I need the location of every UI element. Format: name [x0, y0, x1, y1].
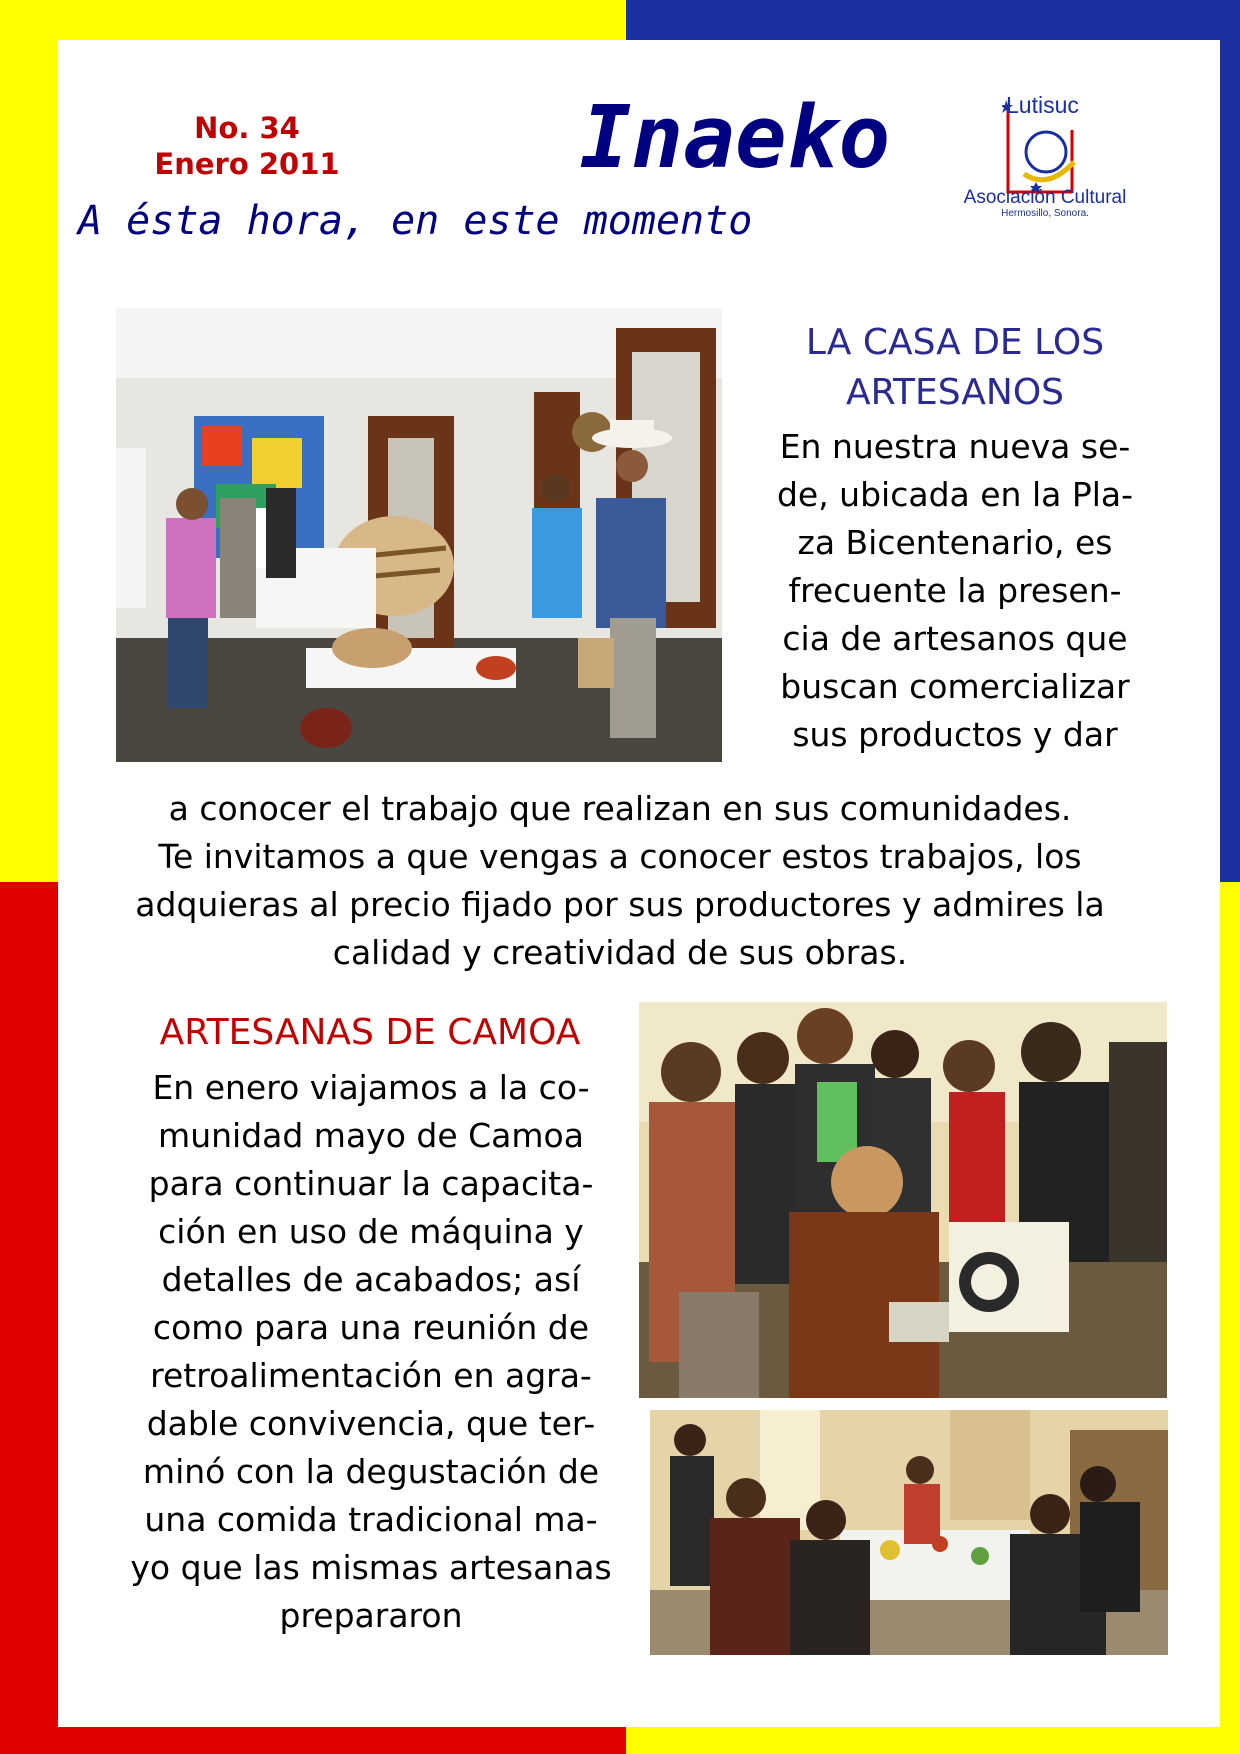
body-line: calidad y creatividad de sus obras.	[332, 933, 908, 972]
logo-name: Asociación Cultural	[963, 187, 1127, 208]
issue-info	[150, 110, 344, 182]
logo-place: Hermosillo, Sonora.	[1001, 208, 1089, 219]
body-line: buscan comercializar	[780, 667, 1130, 706]
body-line: retroalimentación en agra-	[150, 1356, 592, 1395]
photo-comida-tradicional	[650, 1410, 1168, 1655]
body-line: sus productos y dar	[792, 715, 1118, 754]
heading-line: LA CASA DE LOS	[805, 322, 1105, 363]
lutisuc-logo	[960, 84, 1130, 224]
issue-date: Enero 2011	[154, 147, 340, 181]
body-line: yo que las mismas artesanas	[130, 1548, 612, 1587]
body-line: munidad mayo de Camoa	[158, 1116, 584, 1155]
body-line: a conocer el trabajo que realizan en sus comunidades.	[168, 789, 1072, 828]
body-line: En enero viajamos a la co-	[152, 1068, 590, 1107]
body-line: adquieras al precio fijado por sus productores y admires la	[135, 885, 1105, 924]
logo-wordmark: Lutisuc	[1006, 92, 1079, 118]
body-line: frecuente la presen-	[788, 571, 1122, 610]
body-line: ción en uso de máquina y	[158, 1212, 584, 1251]
photo-casa-artesanos	[116, 308, 722, 762]
tagline: A ésta hora, en este momento	[78, 198, 753, 244]
body-line: cia de artesanos que	[782, 619, 1128, 658]
body-line: za Bicentenario, es	[797, 523, 1113, 562]
heading-line: ARTESANOS	[845, 372, 1065, 413]
body-line: prepararon	[279, 1596, 463, 1635]
body-line: En nuestra nueva se-	[779, 427, 1131, 466]
body-line: para continuar la capacita-	[148, 1164, 594, 1203]
heading-artesanas-camoa: ARTESANAS DE CAMOA	[159, 1012, 581, 1053]
body-line: dable convivencia, que ter-	[146, 1404, 596, 1443]
heading-casa-artesanos	[740, 318, 1170, 418]
body-line: minó con la degustación de	[142, 1452, 600, 1491]
body-line: como para una reunión de	[152, 1308, 590, 1347]
photo-capacitacion-costura	[639, 1002, 1167, 1398]
issue-number: No. 34	[194, 111, 300, 145]
body-line: de, ubicada en la Pla-	[776, 475, 1134, 514]
body-line: una comida tradicional ma-	[144, 1500, 598, 1539]
masthead-title: Inaeko	[579, 88, 891, 188]
body-line: Te invitamos a que vengas a conocer estos trabajos, los	[158, 837, 1082, 876]
body-line: detalles de acabados; así	[161, 1260, 581, 1299]
